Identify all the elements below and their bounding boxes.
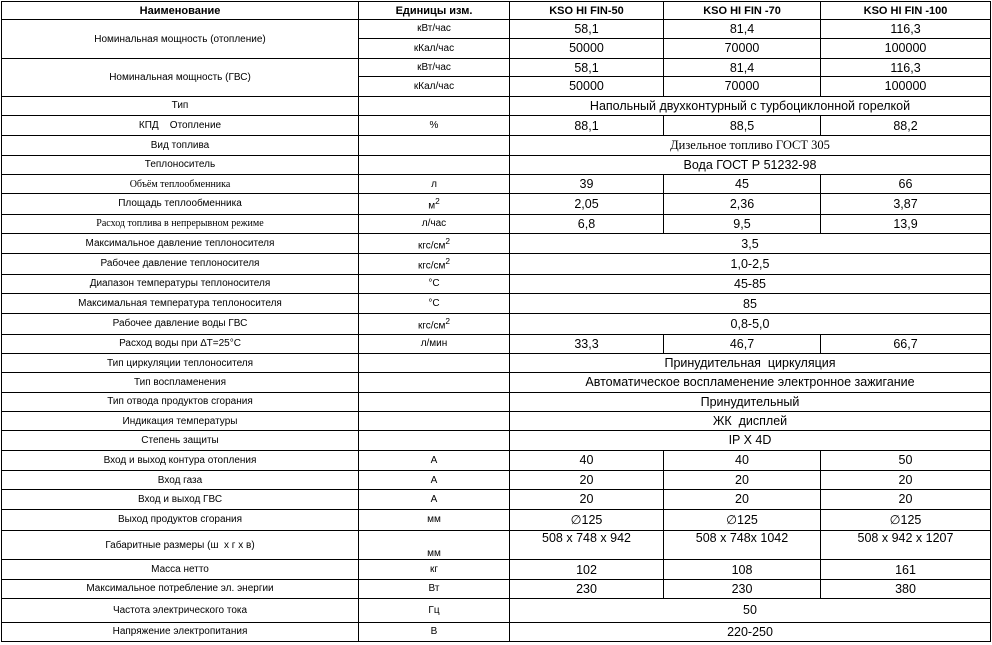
table-row: [2, 334, 991, 353]
cell-value: 20: [821, 490, 991, 509]
row-unit: [359, 96, 510, 115]
cell-value: 1,0-2,5: [510, 254, 991, 274]
table-row: [2, 579, 991, 598]
cell-value: 20: [821, 470, 991, 489]
row-name: Номинальная мощность (отопление): [2, 20, 359, 59]
col-header-unit: Единицы изм.: [359, 2, 510, 20]
table-row: [2, 560, 991, 579]
table-row: [2, 490, 991, 509]
table-row: [2, 353, 991, 372]
row-unit: А: [359, 490, 510, 509]
cell-value: 3,87: [821, 194, 991, 214]
cell-value: 116,3: [821, 20, 991, 38]
cell-value: 50000: [510, 77, 664, 96]
cell-value: Дизельное топливо ГОСТ 305: [510, 136, 991, 155]
cell-value: 46,7: [664, 334, 821, 353]
table-row: [2, 233, 991, 253]
cell-value: 88,1: [510, 115, 664, 135]
row-name: Степень защиты: [2, 431, 359, 450]
row-unit: Вт: [359, 579, 510, 598]
cell-value: 50000: [510, 38, 664, 58]
cell-value: 88,5: [664, 115, 821, 135]
row-unit: кВт/час: [359, 20, 510, 38]
cell-value: 33,3: [510, 334, 664, 353]
row-name: Рабочее давление теплоносителя: [2, 254, 359, 274]
cell-value: 2,05: [510, 194, 664, 214]
table-row: [2, 530, 991, 560]
table-row: [2, 293, 991, 313]
cell-value: 50: [821, 450, 991, 470]
table-row: [2, 274, 991, 293]
cell-value: 508 x 748x 1042: [664, 530, 821, 560]
row-unit: А: [359, 450, 510, 470]
table-row: [2, 254, 991, 274]
cell-value: 70000: [664, 77, 821, 96]
cell-value: Напольный двухконтурный с турбоциклонной горелкой: [510, 96, 991, 115]
row-name: Габаритные размеры (ш х г х в): [2, 530, 359, 560]
row-name: Расход топлива в непрерывном режиме: [2, 214, 359, 233]
cell-value: 20: [664, 490, 821, 509]
col-header-model-2: KSO HI FIN -70: [664, 2, 821, 20]
cell-value: 20: [510, 490, 664, 509]
row-unit: л: [359, 174, 510, 193]
cell-value: 9,5: [664, 214, 821, 233]
row-unit: [359, 373, 510, 392]
cell-value: 6,8: [510, 214, 664, 233]
cell-value: ∅125: [664, 509, 821, 530]
table-row: [2, 411, 991, 430]
table-row: [2, 115, 991, 135]
row-name: Вход и выход ГВС: [2, 490, 359, 509]
row-unit: мм: [359, 530, 510, 560]
cell-value: 40: [510, 450, 664, 470]
row-unit: кг: [359, 560, 510, 579]
row-unit: [359, 155, 510, 174]
row-name: Напряжение электропитания: [2, 622, 359, 641]
row-unit: А: [359, 470, 510, 489]
row-unit: [359, 353, 510, 372]
unit-text: кгс/см: [417, 320, 446, 332]
cell-value: 81,4: [664, 58, 821, 76]
cell-value: 81,4: [664, 20, 821, 38]
row-unit: [359, 254, 510, 274]
row-name: Тип отвода продуктов сгорания: [2, 392, 359, 411]
row-unit: [359, 392, 510, 411]
cell-value: 230: [664, 579, 821, 598]
cell-value: Автоматическое воспламенение электронное зажигание: [510, 373, 991, 392]
table-row: [2, 155, 991, 174]
cell-value: 85: [510, 293, 991, 313]
table-row: [2, 20, 991, 38]
cell-value: 100000: [821, 77, 991, 96]
cell-value: 50: [510, 599, 991, 622]
row-name: Теплоноситель: [2, 155, 359, 174]
cell-value: 40: [664, 450, 821, 470]
col-header-model-3: KSO HI FIN -100: [821, 2, 991, 20]
row-unit: мм: [359, 509, 510, 530]
cell-value: 2,36: [664, 194, 821, 214]
table-row: [2, 58, 991, 76]
row-unit: °С: [359, 274, 510, 293]
cell-value: 508 x 748 x 942: [510, 530, 664, 560]
row-unit: л/мин: [359, 334, 510, 353]
table-row: [2, 622, 991, 641]
table-row: [2, 214, 991, 233]
header-row: [2, 2, 991, 20]
unit-text: м: [428, 200, 436, 212]
table-row: [2, 174, 991, 193]
cell-value: 20: [664, 470, 821, 489]
row-name: Максимальное потребление эл. энергии: [2, 579, 359, 598]
row-unit: [359, 233, 510, 253]
cell-value: 58,1: [510, 58, 664, 76]
row-name: Вход и выход контура отопления: [2, 450, 359, 470]
cell-value: Принудительная циркуляция: [510, 353, 991, 372]
cell-value: Вода ГОСТ Р 51232-98: [510, 155, 991, 174]
row-name: Максимальная температура теплоносителя: [2, 293, 359, 313]
cell-value: 45: [664, 174, 821, 193]
table-row: [2, 136, 991, 155]
table-row: [2, 470, 991, 489]
row-unit: %: [359, 115, 510, 135]
table-row: [2, 509, 991, 530]
row-name: Вид топлива: [2, 136, 359, 155]
unit-superscript: 2: [445, 235, 451, 246]
table-row: [2, 599, 991, 622]
unit-superscript: 2: [445, 316, 451, 327]
cell-value: Принудительный: [510, 392, 991, 411]
cell-value: IP X 4D: [510, 431, 991, 450]
cell-value: 230: [510, 579, 664, 598]
cell-value: 39: [510, 174, 664, 193]
cell-value: 45-85: [510, 274, 991, 293]
cell-value: 88,2: [821, 115, 991, 135]
row-name: Максимальное давление теплоносителя: [2, 233, 359, 253]
row-unit: В: [359, 622, 510, 641]
row-unit: [359, 194, 510, 214]
cell-value: 380: [821, 579, 991, 598]
cell-value: 66,7: [821, 334, 991, 353]
row-name: Рабочее давление воды ГВС: [2, 314, 359, 334]
cell-value: 220-250: [510, 622, 991, 641]
row-unit: кВт/час: [359, 58, 510, 76]
row-name: Тип воспламенения: [2, 373, 359, 392]
cell-value: 116,3: [821, 58, 991, 76]
unit-superscript: 2: [445, 256, 451, 267]
cell-value: 58,1: [510, 20, 664, 38]
row-name: Выход продуктов сгорания: [2, 509, 359, 530]
row-name: Расход воды при ∆T=25°С: [2, 334, 359, 353]
row-unit: кКал/час: [359, 77, 510, 96]
col-header-name: Наименование: [2, 2, 359, 20]
row-name: Частота электрического тока: [2, 599, 359, 622]
cell-value: 70000: [664, 38, 821, 58]
cell-value: 3,5: [510, 233, 991, 253]
cell-value: 13,9: [821, 214, 991, 233]
cell-value: 66: [821, 174, 991, 193]
table-row: [2, 392, 991, 411]
table-row: [2, 431, 991, 450]
row-unit: кКал/час: [359, 38, 510, 58]
cell-value: 102: [510, 560, 664, 579]
row-unit: л/час: [359, 214, 510, 233]
unit-text: кгс/см: [417, 240, 446, 252]
col-header-model-1: KSO HI FIN-50: [510, 2, 664, 20]
row-unit: [359, 431, 510, 450]
row-name: Тип циркуляции теплоносителя: [2, 353, 359, 372]
table-row: [2, 194, 991, 214]
table-row: [2, 314, 991, 334]
row-name: Диапазон температуры теплоносителя: [2, 274, 359, 293]
row-name: Площадь теплообменника: [2, 194, 359, 214]
cell-value: 100000: [821, 38, 991, 58]
row-name: Тип: [2, 96, 359, 115]
cell-value: 108: [664, 560, 821, 579]
row-name: КПД Отопление: [2, 115, 359, 135]
row-unit: [359, 411, 510, 430]
row-name: Номинальная мощность (ГВС): [2, 58, 359, 96]
row-name: Объём теплообменника: [2, 174, 359, 193]
row-unit: [359, 314, 510, 334]
unit-text: кгс/см: [417, 260, 446, 272]
row-name: Вход газа: [2, 470, 359, 489]
row-name: Масса нетто: [2, 560, 359, 579]
unit-superscript: 2: [435, 196, 440, 207]
cell-value: ∅125: [821, 509, 991, 530]
row-name: Индикация температуры: [2, 411, 359, 430]
row-unit: °С: [359, 293, 510, 313]
cell-value: 161: [821, 560, 991, 579]
cell-value: ∅125: [510, 509, 664, 530]
table-row: [2, 450, 991, 470]
spec-table: [1, 1, 991, 642]
cell-value: 0,8-5,0: [510, 314, 991, 334]
table-row: [2, 96, 991, 115]
cell-value: 508 x 942 x 1207: [821, 530, 991, 560]
row-unit: Гц: [359, 599, 510, 622]
row-unit: [359, 136, 510, 155]
cell-value: ЖК дисплей: [510, 411, 991, 430]
table-row: [2, 373, 991, 392]
cell-value: 20: [510, 470, 664, 489]
